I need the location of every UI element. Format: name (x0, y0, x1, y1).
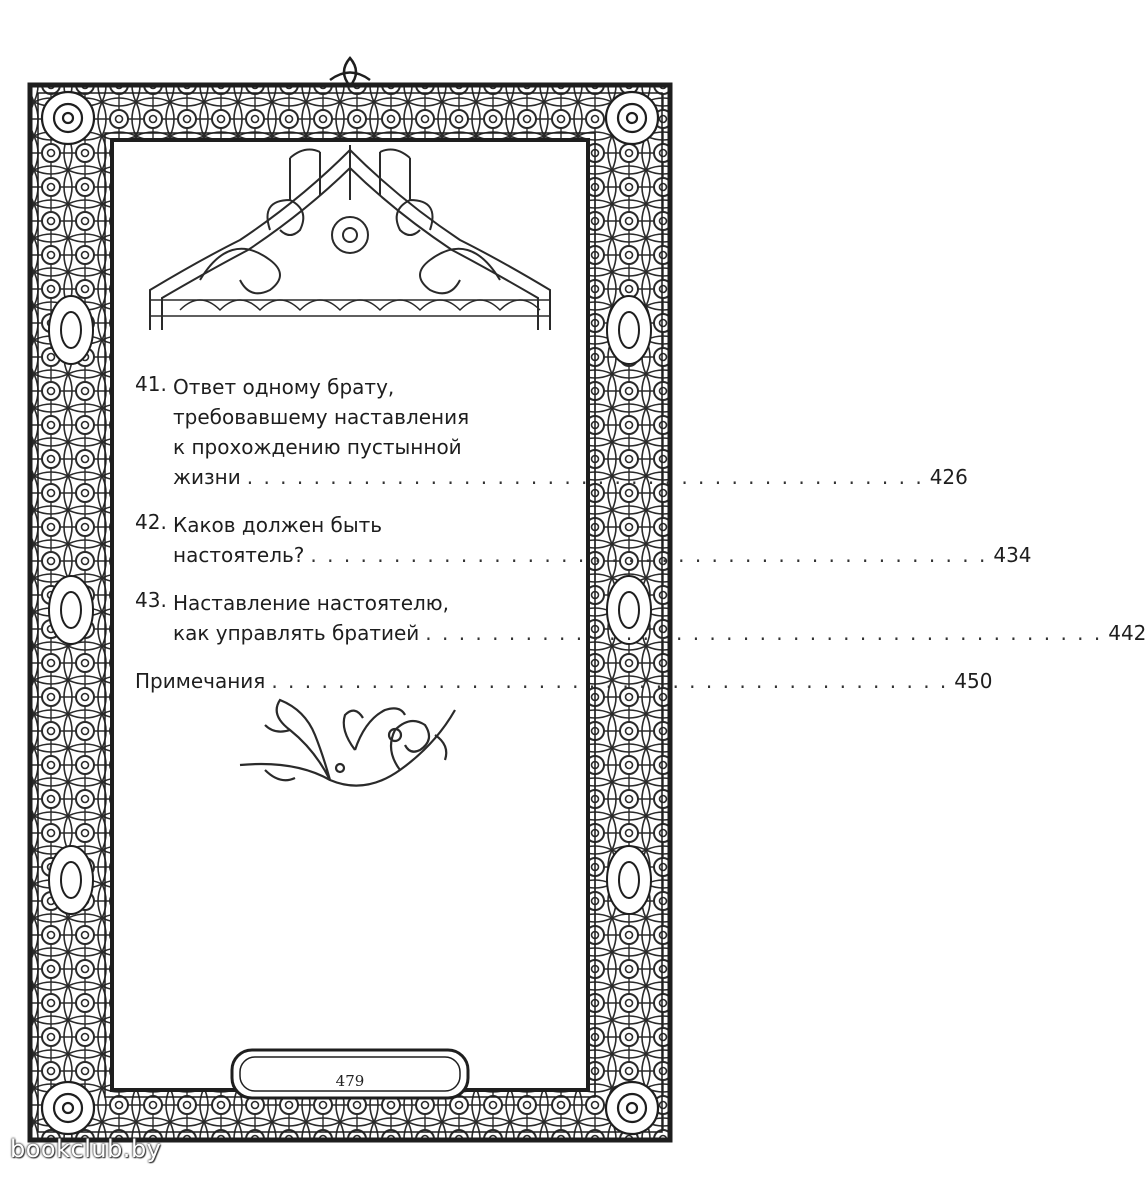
toc-entry-title-line: жизни (173, 465, 241, 489)
toc-entry-41[interactable] (135, 372, 968, 492)
page-number: 479 (335, 1072, 365, 1090)
toc-entry-title-line: требовавшему наставления (173, 405, 470, 429)
toc-page-number: 426 (929, 465, 968, 489)
toc-entry-43[interactable] (135, 588, 1146, 648)
floral-vignette-icon (235, 690, 465, 800)
toc-entry-title-line: Ответ одному брату, (173, 375, 395, 399)
site-watermark: bookclub.by (10, 1135, 162, 1163)
toc-page-number: 442 (1108, 621, 1146, 645)
arch-ornament-icon (140, 140, 560, 340)
dot-leader: . . . . . . . . . . . . . . . . . . . . . . . . . . . . . . . . . . . . . . . . . (246, 465, 924, 489)
dot-leader: . . . . . . . . . . . . . . . . . . . . . . . . . . . . . . . . . . . . . . . . . (271, 669, 949, 693)
toc-page-number: 450 (954, 669, 993, 693)
toc-page-number: 434 (993, 543, 1032, 567)
table-of-contents (135, 372, 1146, 714)
toc-entry-title-line: настоятель? (173, 543, 305, 567)
toc-entry-title-line: Наставление настоятелю, (173, 591, 449, 615)
dot-leader: . . . . . . . . . . . . . . . . . . . . . . . . . . . . . . . . . . . . . . . . . (310, 543, 988, 567)
toc-entry-title-line: как управлять братией (173, 621, 420, 645)
toc-entry-42[interactable] (135, 510, 1032, 570)
toc-entry-number: 42. (135, 510, 167, 534)
toc-entry-title-line: Каков должен быть (173, 513, 383, 537)
toc-entry-title-line: Примечания (135, 669, 266, 693)
toc-entry-number: 41. (135, 372, 167, 396)
dot-leader: . . . . . . . . . . . . . . . . . . . . . . . . . . . . . . . . . . . . . . . . . (425, 621, 1103, 645)
toc-entry-title-line: к прохождению пустынной (173, 435, 462, 459)
toc-entry-number: 43. (135, 588, 167, 612)
